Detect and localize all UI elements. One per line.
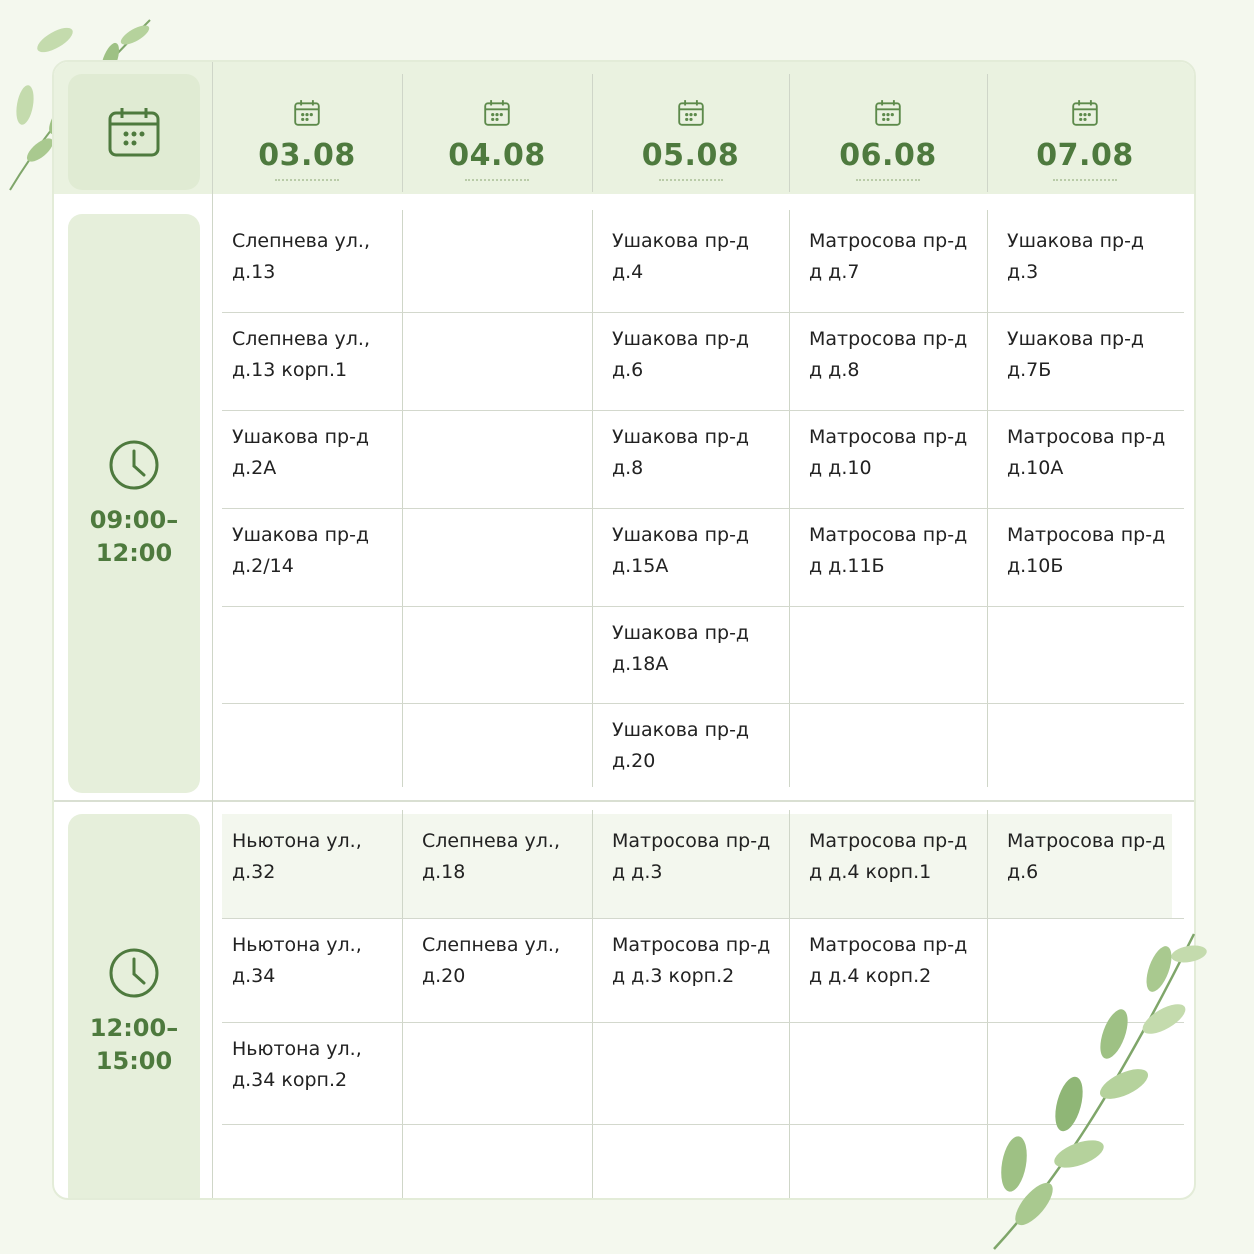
day-date: 04.08: [448, 138, 546, 173]
corner-cell: [68, 74, 200, 190]
day-header: [212, 74, 402, 192]
calendar-icon: [676, 98, 706, 128]
section-separator: [54, 800, 1194, 802]
day-underline: [1053, 179, 1117, 181]
address-cell: Матросова пр-д д д.11Б: [809, 524, 968, 577]
clock-icon: [107, 438, 161, 492]
address-cell: Ушакова пр-д д.7Б: [1007, 328, 1145, 381]
address-cell: Слепнева ул., д.13 корп.1: [232, 328, 370, 381]
day-date: 07.08: [1036, 138, 1134, 173]
address-cell: Матросова пр-д д д.8: [809, 328, 968, 381]
address-cell: Ньютона ул., д.32: [232, 830, 362, 883]
address-cell: Ушакова пр-д д.6: [612, 328, 750, 381]
address-cell: Слепнева ул., д.13: [232, 230, 370, 283]
time-slot-label: 12:00– 15:00: [89, 1014, 179, 1075]
address-cell: Матросова пр-д д.10А: [1007, 426, 1166, 479]
column-divider: [212, 62, 213, 1200]
day-underline: [275, 179, 339, 181]
address-cell: Ньютона ул., д.34 корп.2: [232, 1038, 362, 1091]
column-divider: [592, 74, 593, 192]
address-cell: Матросова пр-д д д.4 корп.1: [809, 830, 968, 883]
day-date: 06.08: [839, 138, 937, 173]
address-cell: Слепнева ул., д.18: [422, 830, 560, 883]
day-header: [987, 74, 1183, 192]
calendar-icon: [873, 98, 903, 128]
address-cell: Ушакова пр-д д.18А: [612, 622, 750, 675]
day-underline: [856, 179, 920, 181]
time-slot-label: 09:00– 12:00: [89, 505, 179, 567]
address-cell: Ушакова пр-д д.8: [612, 426, 750, 479]
address-cell: Матросова пр-д д д.4 корп.2: [809, 934, 968, 987]
address-cell: Матросова пр-д д д.7: [809, 230, 968, 283]
column-divider: [592, 810, 593, 1200]
column-divider: [987, 210, 988, 787]
time-slot: [68, 814, 200, 1200]
address-cell: Ушакова пр-д д.4: [612, 230, 750, 283]
column-divider: [402, 74, 403, 192]
address-cell: Матросова пр-д д д.3 корп.2: [612, 934, 771, 987]
address-cell: Ньютона ул., д.34: [232, 934, 362, 987]
day-underline: [659, 179, 723, 181]
calendar-icon: [1070, 98, 1100, 128]
address-cell: Ушакова пр-д д.15А: [612, 524, 750, 577]
column-divider: [402, 210, 403, 787]
header-row: [54, 62, 1194, 194]
column-divider: [789, 810, 790, 1200]
clock-icon: [107, 946, 161, 1000]
column-divider: [592, 210, 593, 787]
day-header: [789, 74, 987, 192]
leaf-decoration-bottom-right: [984, 924, 1214, 1254]
address-cell: Матросова пр-д д.10Б: [1007, 524, 1166, 577]
day-header: [592, 74, 789, 192]
address-cell: Ушакова пр-д д.2/14: [232, 524, 370, 577]
column-divider: [789, 210, 790, 787]
time-slot: [68, 214, 200, 793]
day-header: [402, 74, 592, 192]
address-cell: Ушакова пр-д д.20: [612, 719, 750, 772]
calendar-icon: [292, 98, 322, 128]
address-cell: Матросова пр-д д д.10: [809, 426, 968, 479]
day-date: 03.08: [258, 138, 356, 173]
address-cell: Слепнева ул., д.20: [422, 934, 560, 987]
calendar-icon: [482, 98, 512, 128]
address-cell: Матросова пр-д д.6: [1007, 830, 1166, 883]
column-divider: [789, 74, 790, 192]
day-underline: [465, 179, 529, 181]
column-divider: [402, 810, 403, 1200]
address-cell: Матросова пр-д д д.3: [612, 830, 771, 883]
address-cell: Ушакова пр-д д.3: [1007, 230, 1145, 283]
day-date: 05.08: [641, 138, 740, 173]
address-cell: Ушакова пр-д д.2А: [232, 426, 370, 479]
column-divider: [987, 74, 988, 192]
calendar-icon: [106, 104, 162, 160]
